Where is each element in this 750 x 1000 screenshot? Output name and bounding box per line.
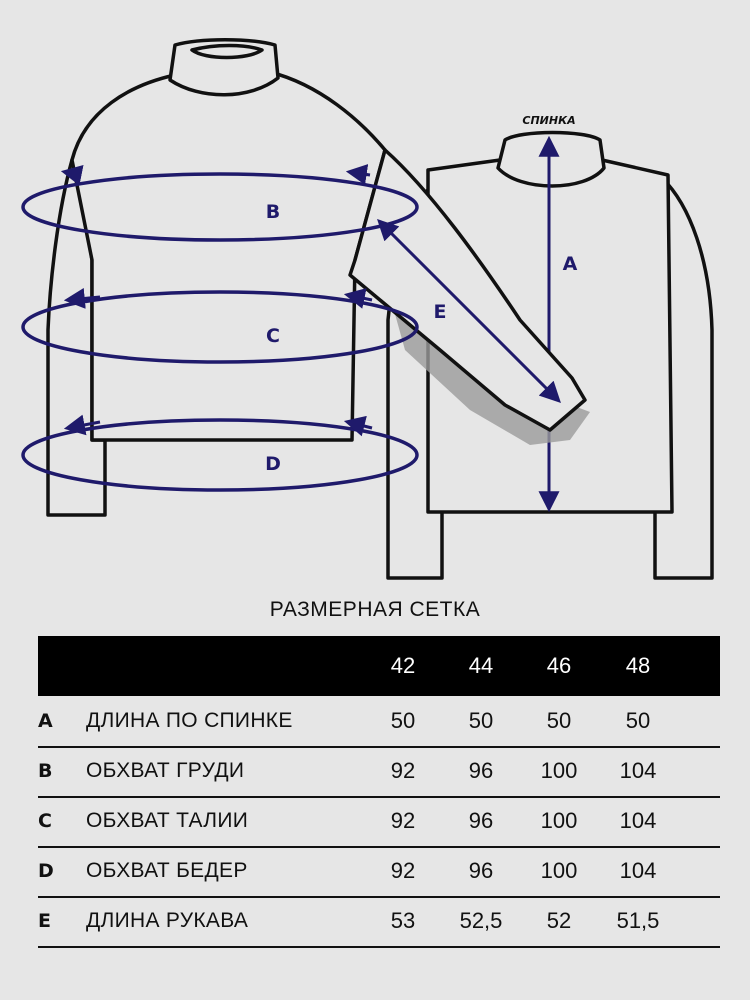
row-value: 96 [468,858,494,883]
row-value: 92 [390,758,416,783]
row-name: ОБХВАТ БЕДЕР [86,859,248,882]
row-value: 53 [390,908,416,933]
row-value: 100 [540,758,578,783]
row-value: 51,5 [616,908,660,933]
row-value: 52 [546,908,572,933]
table-row [38,896,720,948]
table-row [38,696,720,748]
row-name: ОБХВАТ ГРУДИ [86,759,245,782]
row-value: 100 [540,858,578,883]
row-value: 92 [390,808,416,833]
row-value: 50 [390,708,416,733]
measure-e-label: E [433,301,447,323]
row-name: ДЛИНА ПО СПИНКЕ [86,709,293,732]
size-48-header: 48 [625,653,651,678]
measure-a-label: A [562,253,578,275]
table-row [38,846,720,898]
row-value: 96 [468,808,494,833]
table-row [38,796,720,848]
row-name: ДЛИНА РУКАВА [86,909,249,932]
row-code: D [38,860,54,882]
row-value: 50 [546,708,572,733]
measure-d-label: D [265,453,281,475]
row-value: 50 [468,708,494,733]
row-value: 92 [390,858,416,883]
row-value: 104 [619,808,657,833]
table-row [38,746,720,798]
row-name: ОБХВАТ ТАЛИИ [86,809,249,832]
size-chart-title: РАЗМЕРНАЯ СЕТКА [269,598,481,621]
back-view-label: СПИНКА [522,114,576,127]
size-46-header: 46 [546,653,572,678]
measure-b-label: B [265,201,281,223]
row-code: C [38,810,52,832]
measure-c-label: C [266,325,280,347]
row-code: B [38,760,53,782]
row-value: 104 [619,858,657,883]
row-code: E [38,910,51,932]
size-table-header [38,636,720,696]
row-value: 50 [625,708,651,733]
row-value: 100 [540,808,578,833]
size-44-header: 44 [468,653,494,678]
row-value: 96 [468,758,494,783]
row-code: A [38,710,53,732]
row-value: 104 [619,758,657,783]
row-value: 52,5 [459,908,503,933]
size-42-header: 42 [390,653,416,678]
